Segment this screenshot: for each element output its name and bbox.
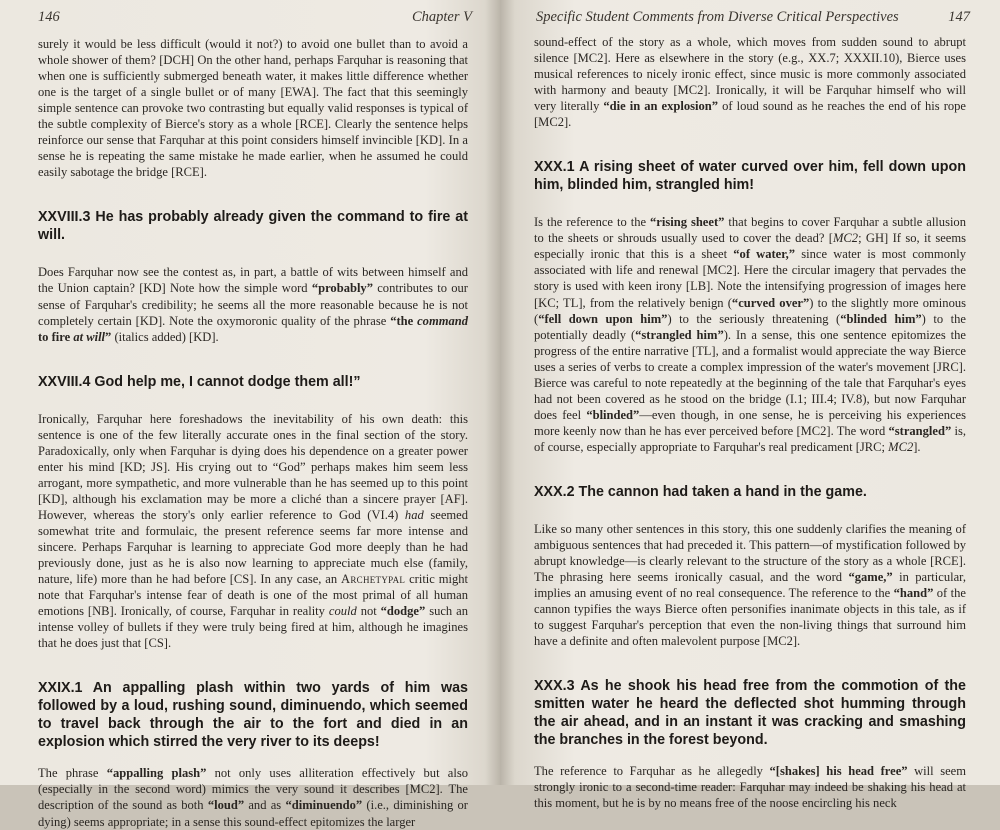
running-head: Specific Student Comments from Diverse Critical Perspectives	[536, 9, 899, 25]
section-heading: XXVIII.3 He has probably already given the command to fire at will.	[38, 209, 468, 244]
section-heading: XXX.2 The cannon had taken a hand in the game.	[534, 483, 867, 500]
paragraph: The phrase “appalling plash” not only uses alliteration effectively but also (especially in the second word) mimics the very sound it describes [MC2]. The description of the sound as both “loud” and as “diminuendo” (i.e., diminishing or dying) seems appropriate; in a sense this sound-effect epitomizes the larger	[38, 766, 469, 829]
section-heading: XXVIII.4 God help me, I cannot dodge them all!”	[38, 373, 361, 390]
paragraph: The reference to Farquhar as he allegedly “[shakes] his head free” will seem strongly ironic to a second-time reader: Farquhar may indeed be shaking his head at this moment, but he is by no means free of the noose encircling his neck	[534, 764, 966, 811]
page-number: 146	[38, 9, 60, 25]
paragraph: Ironically, Farquhar here foreshadows the inevitability of his own death: this sentence is one of the few literally accurate ones in the final section of the story. Paradoxically, only when Farquhar is dying does his dependence on a greater power enter his mind [KD; JS]. His crying out to “God” perhaps makes him seem less arrogant, more sympathetic, and more vulnerable than he has seemed up to this point [KD], although his exclamation may be more a cliché than a sincere prayer [AF]. However, whereas the story's only earlier reference to God (VI.4) had seemed somewhat trite and formulaic, the present reference seems far more intense and sincere. Perhaps Farquhar is learning to appreciate God more deeply than he had previously done, just as he is also now learning to appreciate much else (family, nature, life) more than he had before [CS]. In any case, an Archetypal critic might note that Farquhar's intense fear of death is one of the most primal of all human emotions [NB]. Ironically, of course, Farquhar in reality could not “dodge” such an intense volley of bullets if they were truly being fired at him, although he imagines that he does just that [CS].	[38, 411, 468, 651]
section-heading: XXX.3 As he shook his head free from the commotion of the smitten water he heard the deflected shot humming through the air ahead, and in an instant it was cracking and smashing the branches in the forest beyond.	[534, 678, 966, 749]
paragraph: surely it would be less difficult (would it not?) to avoid one bullet than to avoid a whole shower of them? [DCH] On the other hand, perhaps Farquhar is reasoning that when one is sufficiently submerged beneath water, it makes little difference whether one is the target of a single bullet or of many [EWA]. The fact that this seemingly simple sentence can provoke two contrasting but equally valid responses is typical of the subtle complexity of Bierce's story as a whole [RCE]. Clearly the sentence helps reinforce our sense that Farquhar at this point considers himself invincible [KD]. In a sense he is repeating the same mistake he made earlier, when he assumed he could easily sabotage the bridge [RCE].	[38, 37, 468, 180]
right-page-body	[534, 34, 966, 812]
right-page	[500, 0, 1000, 811]
paragraph: sound-effect of the story as a whole, which moves from sudden sound to abrupt silence [MC2]. Here as elsewhere in the story (e.g., XX.7; XXXII.10), Bierce uses musical references to nicely ironic effect, since music is more commonly associated with harmony and beauty [MC2]. Ironically, it will be Farquhar himself who will very literally “die in an explosion” of loud sound as he reaches the end of his rope [MC2].	[534, 35, 967, 130]
left-page	[0, 0, 500, 829]
paragraph: Like so many other sentences in this story, this one suddenly clarifies the meaning of ambiguous sentences that had preceded it. This pattern—of mystification followed by abrupt knowledge—is clearly relevant to the structure of the story as a whole [RCE]. The phrasing here seems ironically casual, and the word “game,” in particular, implies an amusing event of no real consequence. The reference to the “hand” of the cannon typifies the ways Bierce often personifies inanimate objects in this tale, as if to suggest Farquhar's perception that even the non-living things that surround him have a definite and often malevolent purpose [MC2].	[534, 521, 966, 649]
left-page-body	[38, 36, 468, 830]
section-heading: XXX.1 A rising sheet of water curved over him, fell down upon him, blinded him, strangled him!	[534, 159, 966, 194]
running-head: Chapter V	[411, 9, 472, 25]
paragraph: Does Farquhar now see the contest as, in part, a battle of wits between himself and the Union captain? [KD] Note how the simple word “probably” contributes to our sense of Farquhar's credibility; he seems all the more reasonable because he is not completely certain [KD]. Note the oxymoronic quality of the phrase “the command to fire at will” (italics added) [KD].	[38, 265, 468, 344]
paragraph: Is the reference to the “rising sheet” that begins to cover Farquhar a subtle allusion to the sheets or shrouds usually used to cover the dead? [MC2; GH] If so, it seems especially ironic that this is a sheet “of water,” since water is most commonly associated with life and renewal [MC2]. Here the circular imagery that pervades the story is used with keen irony [LB]. Note the intensifying progression of images here [KC; TL], from the relatively benign (“curved over”) to the slightly more ominous (“fell down upon him”) to the seriously threatening (“blinded him”) to the potentially deadly (“strangled him”). In a sense, this one sentence epitomizes the progress of the entire narrative [TL], and a formalist would appreciate the way Bierce uses a series of verbs to create a complex impression of the water's movement [JRC]. Bierce was careful to note repeatedly at the beginning of the tale that Farquhar's eyes had not been covered as he stood on the bridge (I.1; III.4; IV.8), but now Farquhar does feel “blinded”—even though, in one sense, he is perceiving his experiences more keenly now than he has ever perceived before [MC2]. The word “strangled” is, of course, especially appropriate to Farquhar's real predicament [JRC; MC2].	[534, 215, 967, 454]
section-heading: XXIX.1 An appalling plash within two yards of him was followed by a loud, rushing sound, diminuendo, which seemed to travel back through the air to the fort and died in an explosion which stirred the very river to its deeps!	[38, 680, 468, 751]
page-number: 147	[948, 9, 970, 25]
